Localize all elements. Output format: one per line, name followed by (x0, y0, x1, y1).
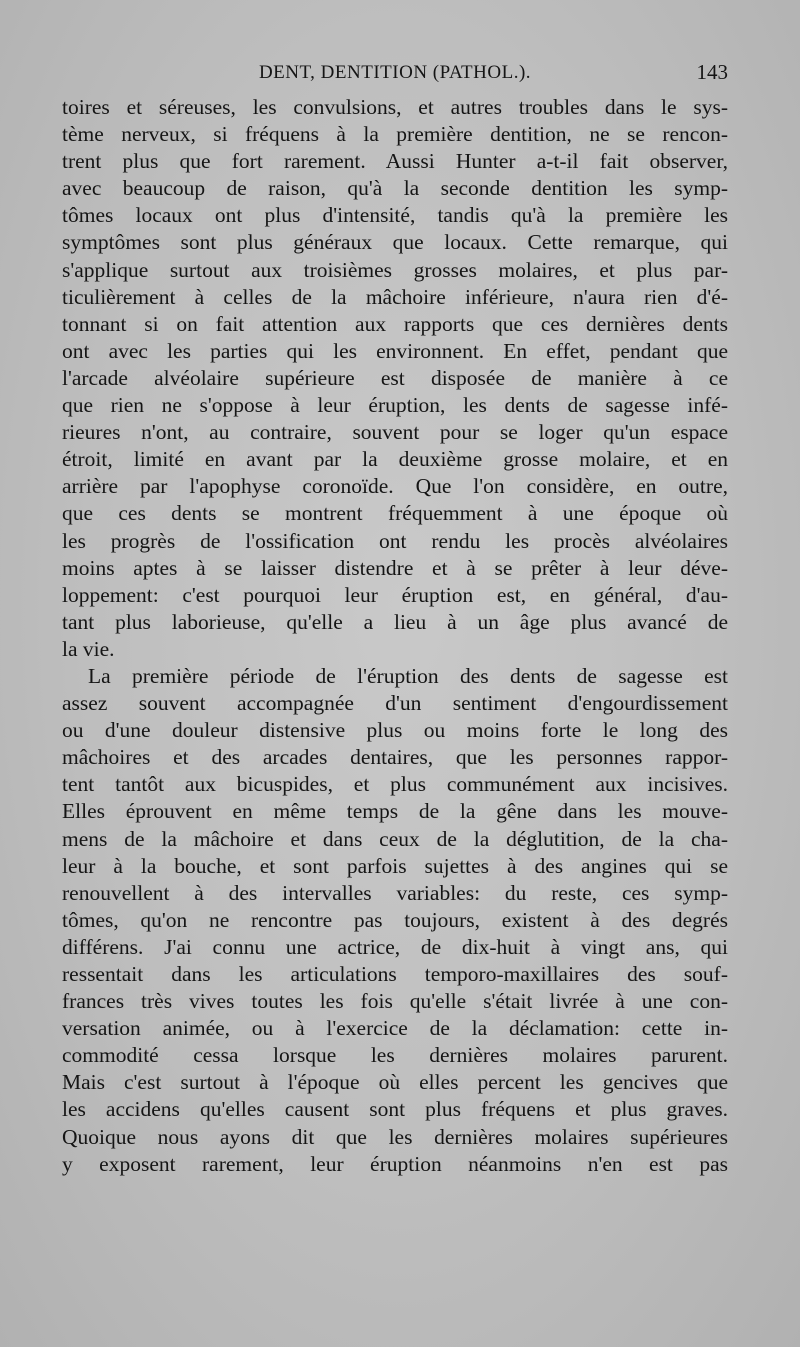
text-line: rieures n'ont, au contraire, souvent pour se loger qu'un espace (62, 420, 728, 445)
text-line: y exposent rarement, leur éruption néanmoins n'en est pas (62, 1151, 728, 1176)
paragraph-1 (62, 94, 728, 663)
text-line: renouvellent à des intervalles variables: du reste, ces symp- (62, 880, 728, 905)
text-line: la vie. (62, 636, 115, 661)
text-line: Elles éprouvent en même temps de la gêne dans les mouve- (62, 799, 728, 824)
text-line: l'arcade alvéolaire supérieure est disposée de manière à ce (62, 365, 728, 390)
text-line: ressentait dans les articulations temporo-maxillaires des souf- (62, 962, 728, 986)
paragraph-2 (62, 663, 728, 1178)
body-text (62, 94, 728, 1178)
text-line: tent tantôt aux bicuspides, et plus communément aux incisives. (62, 772, 728, 797)
text-line: étroit, limité en avant par la deuxième grosse molaire, et en (62, 447, 728, 472)
text-line: versation animée, ou à l'exercice de la déclamation: cette in- (62, 1016, 728, 1041)
page-number: 143 (696, 60, 728, 84)
text-line: tant plus laborieuse, qu'elle a lieu à un âge plus avancé de (62, 609, 728, 634)
text-line: frances très vives toutes les fois qu'elle s'était livrée à une con- (62, 989, 728, 1014)
text-line: commodité cessa lorsque les dernières molaires parurent. (62, 1043, 728, 1068)
text-line: tômes locaux ont plus d'intensité, tandis qu'à la première les (62, 203, 728, 228)
text-line: tonnant si on fait attention aux rapports que ces dernières dents (62, 311, 728, 336)
text-line: tème nerveux, si fréquens à la première dentition, ne se rencon- (62, 122, 728, 147)
text-line: trent plus que fort rarement. Aussi Hunter a-t-il fait observer, (62, 149, 728, 174)
text-line: différens. J'ai connu une actrice, de dix-huit à vingt ans, qui (62, 934, 728, 959)
text-line: symptômes sont plus généraux que locaux. Cette remarque, qui (62, 230, 728, 255)
text-line: toires et séreuses, les convulsions, et autres troubles dans le sys- (62, 95, 728, 119)
page-header (62, 60, 728, 88)
text-line: avec beaucoup de raison, qu'à la seconde dentition les symp- (62, 176, 728, 201)
text-line: mâchoires et des arcades dentaires, que les personnes rappor- (62, 745, 728, 770)
text-line: mens de la mâchoire et dans ceux de la déglutition, de la cha- (62, 826, 728, 851)
text-line: moins aptes à se laisser distendre et à se prêter à leur déve- (62, 555, 728, 580)
text-line: leur à la bouche, et sont parfois sujettes à des angines qui se (62, 853, 728, 878)
text-line: arrière par l'apophyse coronoïde. Que l'on considère, en outre, (62, 474, 728, 499)
text-line: les accidens qu'elles causent sont plus fréquens et plus graves. (62, 1097, 728, 1122)
text-line: loppement: c'est pourquoi leur éruption est, en général, d'au- (62, 582, 728, 607)
text-line: ont avec les parties qui les environnent. En effet, pendant que (62, 338, 728, 363)
text-line: que rien ne s'oppose à leur éruption, les dents de sagesse infé- (62, 393, 728, 418)
text-line: Mais c'est surtout à l'époque où elles percent les gencives que (62, 1070, 728, 1095)
text-line: s'applique surtout aux troisièmes grosses molaires, et plus par- (62, 257, 728, 282)
running-head: DENT, DENTITION (PATHOL.). (258, 62, 532, 83)
text-line: La première période de l'éruption des dents de sagesse est (88, 663, 728, 688)
text-line: tômes, qu'on ne rencontre pas toujours, existent à des degrés (62, 907, 728, 932)
text-line: que ces dents se montrent fréquemment à une époque où (62, 501, 728, 526)
text-line: ticulièrement à celles de la mâchoire inférieure, n'aura rien d'é- (62, 284, 728, 309)
text-line: assez souvent accompagnée d'un sentiment d'engourdissement (62, 691, 728, 716)
text-line: Quoique nous ayons dit que les dernières molaires supérieures (62, 1124, 728, 1149)
text-line: ou d'une douleur distensive plus ou moins forte le long des (62, 718, 728, 743)
text-line: les progrès de l'ossification ont rendu les procès alvéolaires (62, 528, 728, 553)
